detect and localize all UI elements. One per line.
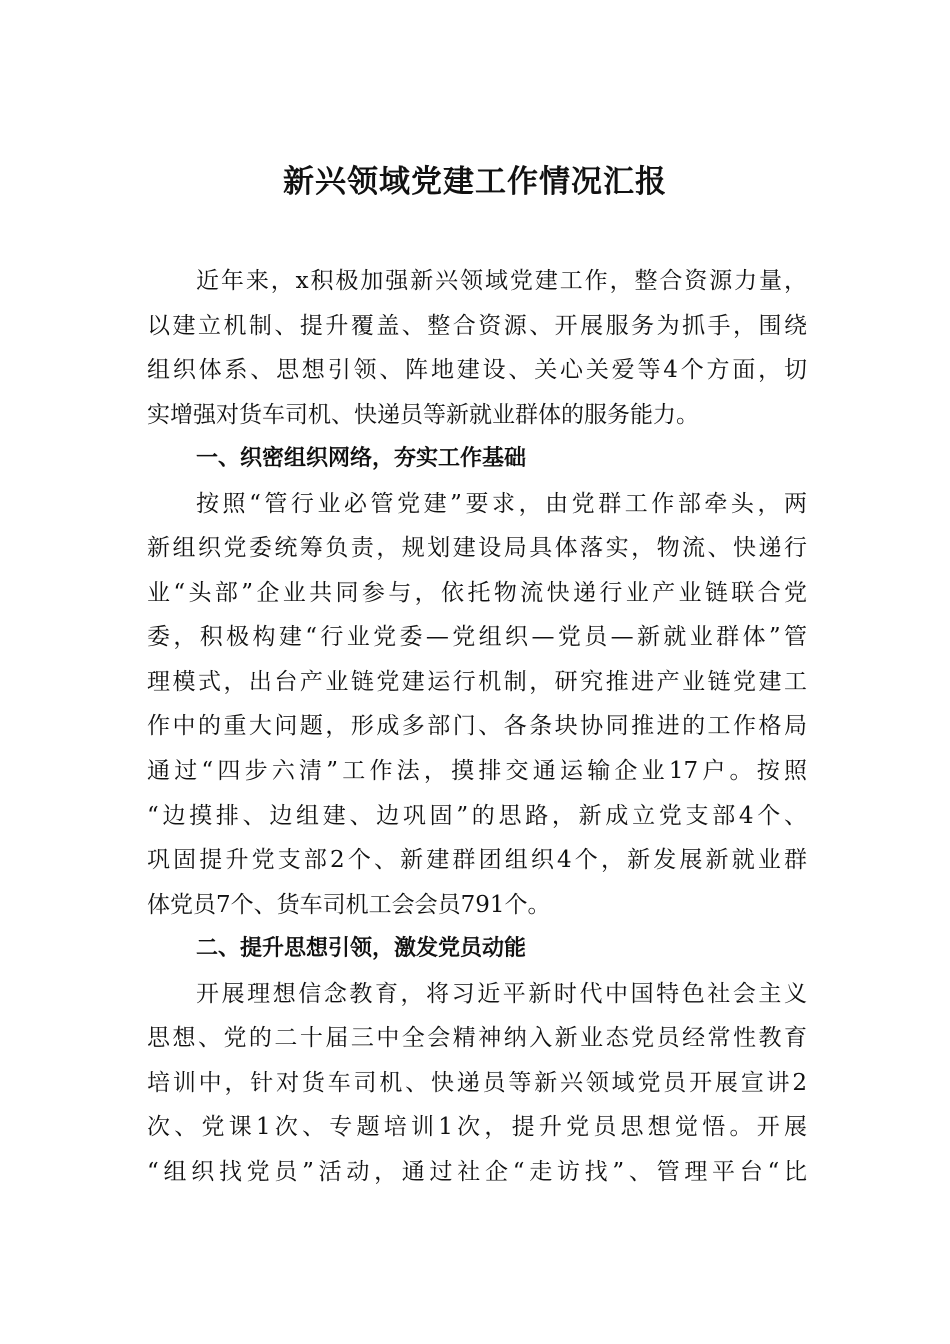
section-heading-2: 二、提升思想引领，激发党员动能 — [196, 936, 527, 961]
intro-line: 实增强对货车司机、快递员等新就业群体的服务能力。 — [147, 402, 699, 428]
intro-line: 近年来，x积极加强新兴领域党建工作，整合资源力量， — [196, 268, 807, 294]
section1-line: 新组织党委统筹负责，规划建设局具体落实，物流、快递行 — [147, 535, 807, 561]
intro-line: 组织体系、思想引领、阵地建设、关心关爱等4个方面，切 — [147, 357, 807, 383]
section1-line: 按照“管行业必管党建”要求，由党群工作部牵头，两 — [196, 491, 807, 517]
intro-line: 以建立机制、提升覆盖、整合资源、开展服务为抓手，围绕 — [147, 313, 807, 339]
section1-line: 通过“四步六清”工作法，摸排交通运输企业17户。按照 — [147, 758, 807, 784]
section2-line: 开展理想信念教育，将习近平新时代中国特色社会主义 — [196, 981, 807, 1007]
section1-line: 业“头部”企业共同参与，依托物流快递行业产业链联合党 — [147, 580, 807, 606]
section2-line: “组织找党员”活动，通过社企“走访找”、管理平台“比 — [147, 1159, 807, 1185]
section1-line: “边摸排、边组建、边巩固”的思路，新成立党支部4个、 — [147, 803, 807, 829]
section1-line: 理模式，出台产业链党建运行机制，研究推进产业链党建工 — [147, 669, 807, 695]
section1-line: 作中的重大问题，形成多部门、各条块协同推进的工作格局 — [147, 713, 807, 739]
section1-line: 委，积极构建“行业党委—党组织—党员—新就业群体”管 — [147, 624, 807, 650]
section2-line: 次、党课1次、专题培训1次，提升党员思想觉悟。开展 — [147, 1114, 807, 1140]
section1-line: 体党员7个、货车司机工会会员791个。 — [147, 892, 551, 918]
section-heading-1: 一、织密组织网络，夯实工作基础 — [196, 446, 527, 471]
document-title: 新兴领域党建工作情况汇报 — [283, 164, 667, 200]
section1-line: 巩固提升党支部2个、新建群团组织4个，新发展新就业群 — [147, 847, 807, 873]
section2-line: 培训中，针对货车司机、快递员等新兴领域党员开展宣讲2 — [147, 1070, 807, 1096]
section2-line: 思想、党的二十届三中全会精神纳入新业态党员经常性教育 — [147, 1025, 807, 1051]
